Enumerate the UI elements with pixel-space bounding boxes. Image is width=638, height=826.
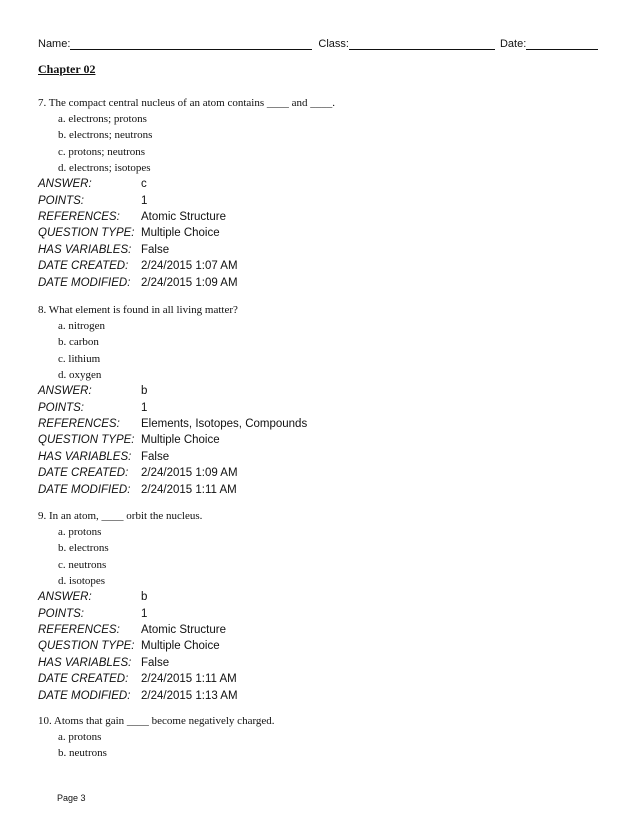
answer-option: c. protons; neutrons <box>58 145 146 158</box>
meta-key: HAS VARIABLES: <box>38 243 132 256</box>
meta-value: 2/24/2015 1:09 AM <box>141 467 238 480</box>
meta-value: False <box>141 243 170 256</box>
meta-key: ANSWER: <box>38 385 92 398</box>
meta-row <box>38 589 608 605</box>
meta-row <box>38 671 608 687</box>
meta-value: 2/24/2015 1:11 AM <box>141 673 237 686</box>
meta-value: Atomic Structure <box>141 210 226 223</box>
meta-row <box>38 209 608 225</box>
meta-row <box>38 449 608 465</box>
meta-key: QUESTION TYPE: <box>38 227 135 240</box>
question-stem: 10. Atoms that gain ____ become negatively charged. <box>38 715 275 727</box>
meta-row <box>38 383 608 399</box>
meta-key: DATE CREATED: <box>38 673 129 686</box>
meta-row <box>38 606 608 622</box>
meta-value: Multiple Choice <box>141 640 220 653</box>
answer-option: b. neutrons <box>58 747 107 760</box>
meta-key: DATE CREATED: <box>38 467 129 480</box>
meta-value: 1 <box>141 401 148 414</box>
meta-key: REFERENCES: <box>38 623 120 636</box>
meta-value: c <box>141 178 147 191</box>
meta-key: REFERENCES: <box>38 210 120 223</box>
meta-key: HAS VARIABLES: <box>38 656 132 669</box>
meta-value: 2/24/2015 1:09 AM <box>141 276 238 289</box>
meta-row <box>38 400 608 416</box>
meta-key: POINTS: <box>38 607 85 620</box>
meta-value: 1 <box>141 194 148 207</box>
meta-key: ANSWER: <box>38 178 92 191</box>
meta-row <box>38 638 608 654</box>
page-number: Page 3 <box>57 793 86 803</box>
answer-option: d. isotopes <box>58 574 106 587</box>
meta-value: 2/24/2015 1:11 AM <box>141 483 237 496</box>
answer-option: d. electrons; isotopes <box>58 161 151 174</box>
meta-row <box>38 225 608 241</box>
question-block <box>38 95 608 291</box>
header-fields <box>38 37 604 51</box>
question-block <box>38 508 608 704</box>
meta-value: b <box>141 385 148 398</box>
meta-row <box>38 482 608 498</box>
meta-row <box>38 416 608 432</box>
meta-value: False <box>141 450 170 463</box>
meta-row <box>38 465 608 481</box>
meta-key: POINTS: <box>38 401 85 414</box>
meta-key: QUESTION TYPE: <box>38 434 135 447</box>
meta-value: Multiple Choice <box>141 227 220 240</box>
answer-option: a. protons <box>58 526 102 538</box>
meta-value: Multiple Choice <box>141 434 220 447</box>
meta-key: REFERENCES: <box>38 417 120 430</box>
answer-option: b. electrons <box>58 542 109 555</box>
meta-value: 2/24/2015 1:13 AM <box>141 689 238 702</box>
name-blank <box>70 37 312 50</box>
meta-key: DATE CREATED: <box>38 260 129 273</box>
answer-option: a. protons <box>58 731 102 743</box>
question-stem: 9. In an atom, ____ orbit the nucleus. <box>38 510 203 522</box>
meta-key: ANSWER: <box>38 591 92 604</box>
meta-row <box>38 432 608 448</box>
meta-row <box>38 275 608 291</box>
class-label: Class: <box>318 38 349 50</box>
chapter-title: Chapter 02 <box>38 62 96 76</box>
question-stem: 7. The compact central nucleus of an atom contains ____ and ____. <box>38 97 336 109</box>
question-block <box>38 713 608 762</box>
meta-row <box>38 655 608 671</box>
answer-option: c. lithium <box>58 352 101 365</box>
answer-option: b. carbon <box>58 336 99 349</box>
answer-option: a. nitrogen <box>58 320 106 332</box>
meta-row <box>38 688 608 704</box>
meta-row <box>38 193 608 209</box>
date-label: Date: <box>499 38 527 50</box>
question-stem: 8. What element is found in all living matter? <box>38 304 238 316</box>
class-blank <box>349 37 495 50</box>
meta-key: DATE MODIFIED: <box>38 483 131 496</box>
meta-row <box>38 176 608 192</box>
meta-value: 1 <box>141 607 148 620</box>
meta-value: Elements, Isotopes, Compounds <box>141 417 308 430</box>
meta-key: POINTS: <box>38 194 85 207</box>
answer-option: c. neutrons <box>58 558 107 571</box>
meta-key: HAS VARIABLES: <box>38 450 132 463</box>
question-block <box>38 302 608 498</box>
name-label: Name: <box>38 38 71 50</box>
meta-row <box>38 242 608 258</box>
meta-key: DATE MODIFIED: <box>38 276 131 289</box>
meta-value: b <box>141 591 148 604</box>
answer-option: a. electrons; protons <box>58 113 147 125</box>
meta-key: DATE MODIFIED: <box>38 689 131 702</box>
date-blank <box>526 37 598 50</box>
meta-key: QUESTION TYPE: <box>38 640 135 653</box>
answer-option: b. electrons; neutrons <box>58 129 153 142</box>
meta-value: Atomic Structure <box>141 623 226 636</box>
meta-value: 2/24/2015 1:07 AM <box>141 260 238 273</box>
meta-row <box>38 258 608 274</box>
answer-option: d. oxygen <box>58 368 102 381</box>
meta-row <box>38 622 608 638</box>
meta-value: False <box>141 656 170 669</box>
